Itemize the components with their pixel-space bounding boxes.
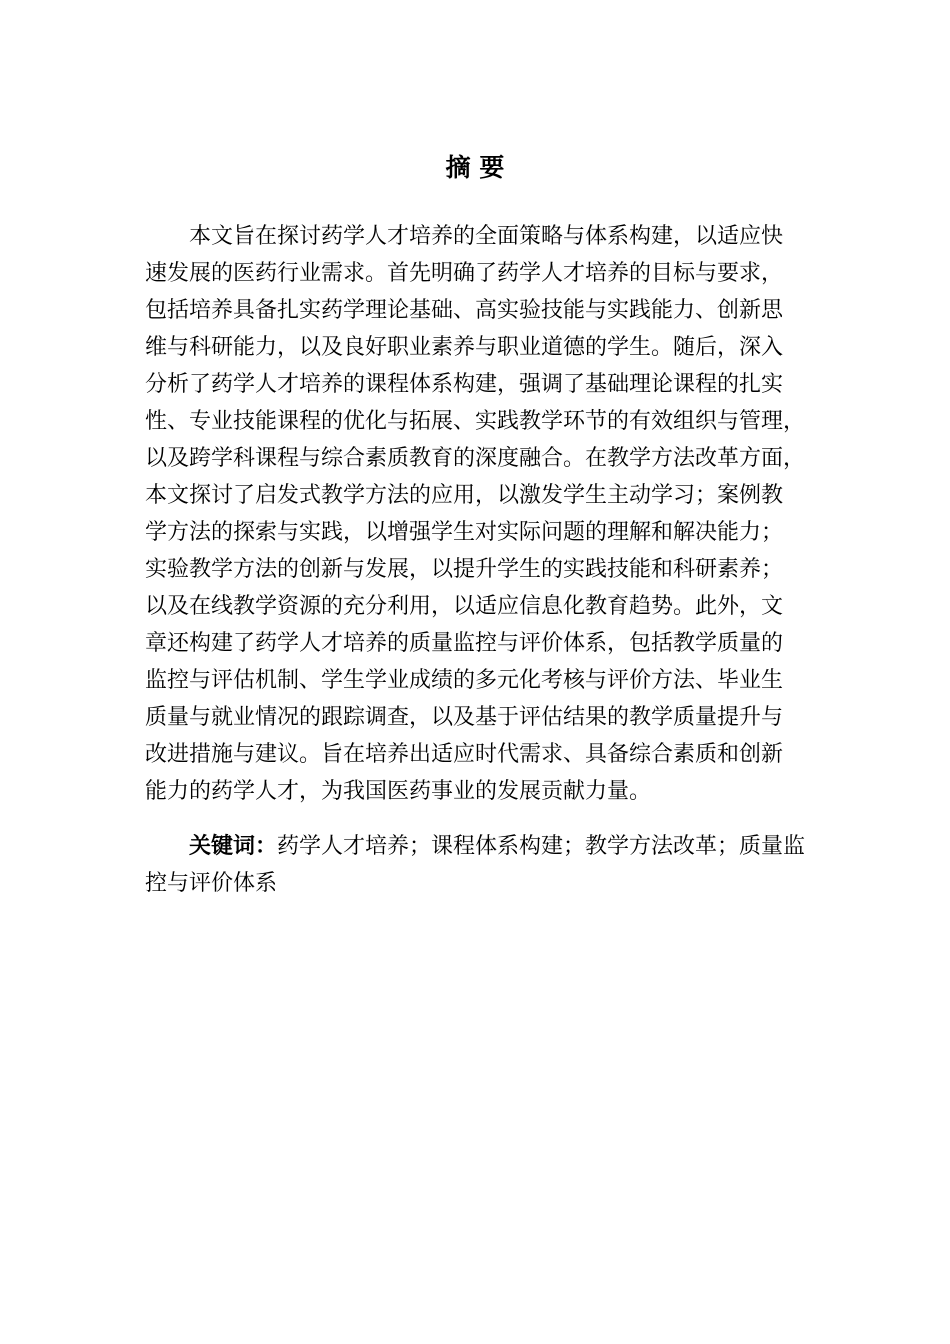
abstract-line: 包括培养具备扎实药学理论基础、高实验技能与实践能力、创新思	[145, 298, 784, 323]
abstract-body	[145, 218, 810, 810]
abstract-line: 分析了药学人才培养的课程体系构建，强调了基础理论课程的扎实	[145, 372, 784, 397]
abstract-line: 学方法的探索与实践，以增强学生对实际问题的理解和解决能力；	[145, 520, 784, 545]
keywords-text: 药学人才培养；课程体系构建；教学方法改革；质量监	[277, 834, 806, 859]
keywords-block	[145, 828, 810, 902]
keywords-label: 关键词：	[189, 833, 278, 859]
abstract-line: 以及在线教学资源的充分利用，以适应信息化教育趋势。此外，文	[145, 594, 784, 619]
abstract-line: 本文旨在探讨药学人才培养的全面策略与体系构建，以适应快	[189, 224, 784, 249]
abstract-line: 性、专业技能课程的优化与拓展、实践教学环节的有效组织与管理，	[145, 409, 806, 434]
abstract-line: 实验教学方法的创新与发展，以提升学生的实践技能和科研素养；	[145, 557, 784, 582]
abstract-line: 维与科研能力，以及良好职业素养与职业道德的学生。随后，深入	[145, 335, 784, 360]
abstract-line: 改进措施与建议。旨在培养出适应时代需求、具备综合素质和创新	[145, 742, 784, 767]
abstract-line: 本文探讨了启发式教学方法的应用，以激发学生主动学习；案例教	[145, 483, 784, 508]
abstract-line: 监控与评估机制、学生学业成绩的多元化考核与评价方法、毕业生	[145, 668, 784, 693]
abstract-line: 速发展的医药行业需求。首先明确了药学人才培养的目标与要求，	[145, 261, 784, 286]
abstract-line: 章还构建了药学人才培养的质量监控与评价体系，包括教学质量的	[145, 631, 784, 656]
abstract-line: 能力的药学人才，为我国医药事业的发展贡献力量。	[145, 779, 652, 804]
keywords-line-continued: 控与评价体系	[145, 871, 278, 896]
abstract-line: 质量与就业情况的跟踪调查，以及基于评估结果的教学质量提升与	[145, 705, 784, 730]
keywords-line	[145, 828, 810, 865]
abstract-line: 以及跨学科课程与综合素质教育的深度融合。在教学方法改革方面，	[145, 446, 806, 471]
page-title: 摘 要	[445, 153, 505, 182]
